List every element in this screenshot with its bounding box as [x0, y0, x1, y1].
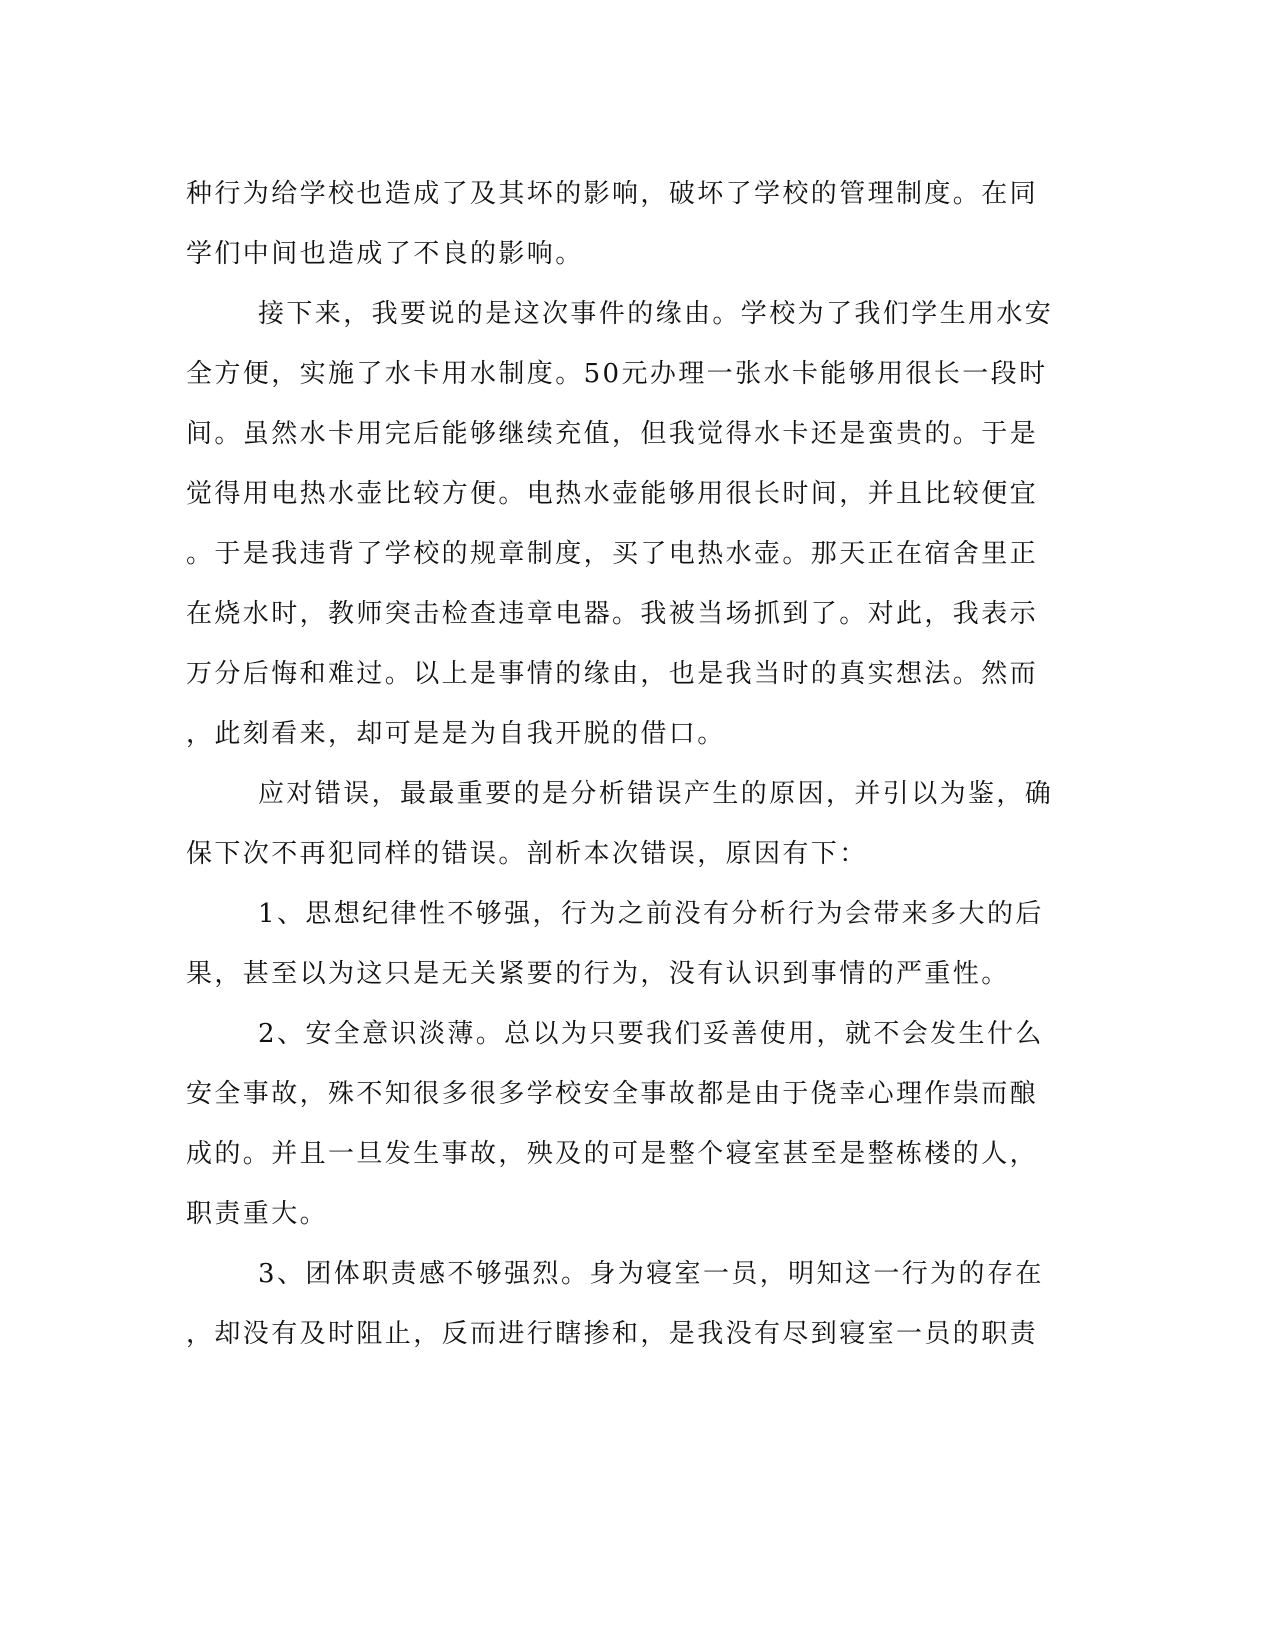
text-line: 保下次不再犯同样的错误。剖析本次错误，原因有下：: [186, 839, 868, 869]
text-line: 全方便，实施了水卡用水制度。50元办理一张水卡能够用很长一段时: [186, 359, 1048, 389]
text-line: 成的。并且一旦发生事故，殃及的可是整个寝室甚至是整栋楼的人，: [186, 1139, 1039, 1169]
text-line: ，此刻看来，却可是是为自我开脱的借口。: [186, 719, 726, 749]
text-line: 万分后悔和难过。以上是事情的缘由，也是我当时的真实想法。然而: [186, 659, 1039, 689]
text-line: 1、思想纪律性不够强，行为之前没有分析行为会带来多大的后: [258, 899, 1044, 929]
text-line: 3、团体职责感不够强烈。身为寝室一员，明知这一行为的存在: [258, 1259, 1044, 1289]
text-line: 学们中间也造成了不良的影响。: [186, 239, 584, 269]
text-line: 2、安全意识淡薄。总以为只要我们妥善使用，就不会发生什么: [258, 1019, 1044, 1049]
text-line: 应对错误，最最重要的是分析错误产生的原因，并引以为鉴，确: [258, 779, 1054, 809]
document-body: [186, 164, 1066, 1364]
text-line: 间。虽然水卡用完后能够继续充值，但我觉得水卡还是蛮贵的。于是: [186, 419, 1039, 449]
text-line: 安全事故，殊不知很多很多学校安全事故都是由于侥幸心理作祟而酿: [186, 1079, 1039, 1109]
text-line: 觉得用电热水壶比较方便。电热水壶能够用很长时间，并且比较便宜: [186, 479, 1039, 509]
text-line: 职责重大。: [186, 1199, 329, 1229]
text-line: 接下来，我要说的是这次事件的缘由。学校为了我们学生用水安: [258, 299, 1054, 329]
text-line: 。于是我违背了学校的规章制度，买了电热水壶。那天正在宿舍里正: [186, 539, 1039, 569]
text-line: 果，甚至以为这只是无关紧要的行为，没有认识到事情的严重性。: [186, 959, 1010, 989]
text-line: 种行为给学校也造成了及其坏的影响，破坏了学校的管理制度。在同: [186, 179, 1039, 209]
text-line: 在烧水时，教师突击检查违章电器。我被当场抓到了。对此，我表示: [186, 599, 1039, 629]
text-line: ，却没有及时阻止，反而进行瞎掺和，是我没有尽到寝室一员的职责: [186, 1319, 1039, 1349]
